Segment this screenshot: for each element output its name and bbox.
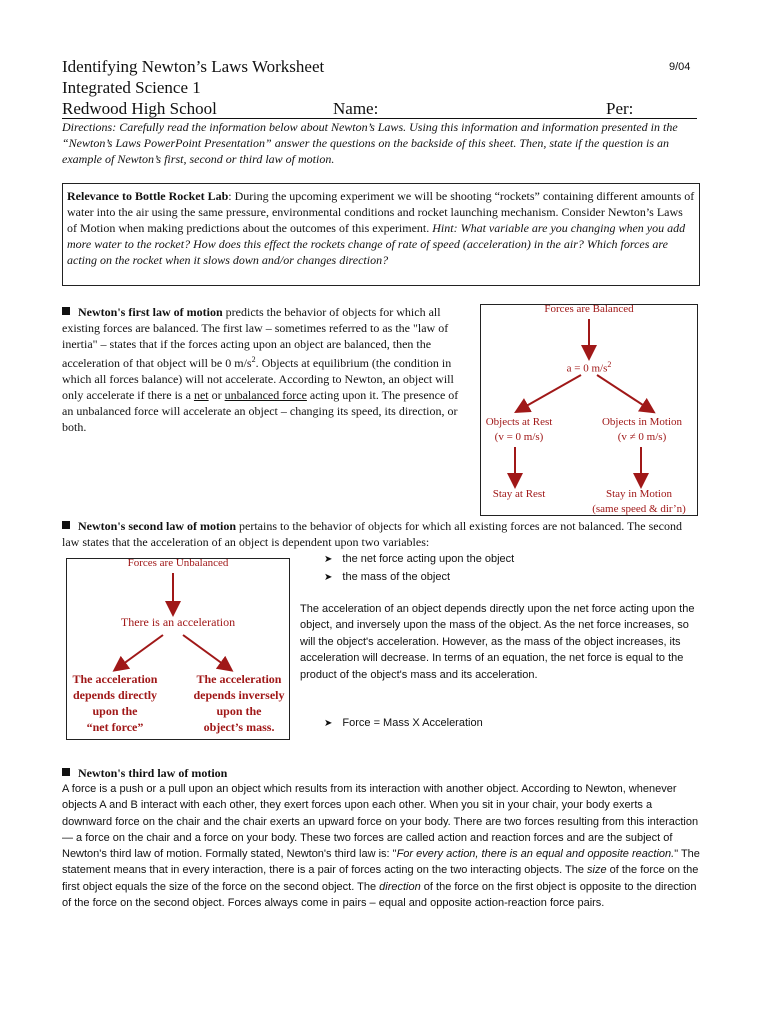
third-law-text1: A force is a push or a pull upon an object which results from its interaction with another object. According to Newton, whenever objects A and B interact with each other, they exert forces upon each other. When you sit in your chair, your body exerts a downward force on the chair and the chair exerts an upward force on your body. There are two forces resulting from this interaction — a force on the chair and a force on your body. These two forces are called action and reaction forces and are the subject of Newton's third law of motion. Formally stated, Newton's third law is: " bbox=[62, 783, 699, 861]
relevance-hint: Hint: What variable are you changing when you add more water to the rocket? How does this effect the rockets change of rate of speed (acceleration) in the air? Which forces are acting on the rocket when it slows down and/or changes direction? bbox=[67, 221, 686, 267]
variable-mass: the mass of the object bbox=[342, 571, 451, 583]
acc-zero-text: a = 0 m/s bbox=[566, 362, 608, 375]
unbalanced-forces-diagram bbox=[66, 558, 290, 740]
right-line-2: depends inversely bbox=[193, 688, 285, 702]
first-law-paragraph bbox=[62, 304, 472, 435]
right-line-3: upon the bbox=[216, 704, 262, 718]
square-bullet-icon bbox=[62, 307, 70, 315]
diagram-forces-balanced: Forces are Balanced bbox=[544, 303, 634, 315]
balanced-diagram-arrows bbox=[481, 305, 697, 515]
left-line-4: “net force” bbox=[86, 720, 144, 734]
net-underlined: net bbox=[193, 388, 209, 402]
arrow-right-icon bbox=[183, 635, 227, 667]
direction-italic: direction bbox=[379, 880, 421, 893]
second-law-intro: pertains to the behavior of objects for which all existing forces are not balanced. The second law states that the acceleration of an object is dependent upon two variables: bbox=[62, 519, 682, 549]
objects-in-motion-label: Objects in Motion bbox=[601, 416, 683, 428]
third-law-heading: Newton's third law of motion bbox=[78, 766, 228, 780]
stay-in-motion-label: Stay in Motion bbox=[605, 488, 672, 500]
name-label: Name: bbox=[333, 99, 379, 118]
force-equation: Force = Mass X Acceleration bbox=[342, 717, 483, 729]
square-bullet-icon bbox=[62, 768, 70, 776]
second-law-paragraph bbox=[62, 518, 702, 550]
same-speed-label: (same speed & dir’n) bbox=[592, 503, 686, 515]
second-law-text: The acceleration of an object depends directly upon the net force acting upon the object, and inversely upon the mass of the object. As the net force increases, so will the object's acceleration. However, as the mass of the object increases, its acceleration will decrease. In terms of an equation, the net force is equal to the product of the object's mass and its acceleration. bbox=[300, 603, 695, 681]
relevance-heading: Relevance to Bottle Rocket Lab bbox=[67, 189, 229, 203]
date: 9/04 bbox=[669, 61, 691, 73]
equation-line bbox=[324, 714, 483, 732]
variables-list bbox=[324, 550, 514, 586]
diagram-stay-at-rest: Stay at Rest bbox=[492, 488, 546, 500]
variable-net-force: the net force acting upon the object bbox=[342, 553, 515, 565]
v-nonzero-label: (v ≠ 0 m/s) bbox=[617, 431, 667, 443]
arrow-left-icon bbox=[521, 375, 581, 409]
unbalanced-force-underlined: unbalanced force bbox=[224, 388, 307, 402]
unbalanced-diagram-arrows bbox=[67, 559, 289, 739]
variable-item bbox=[324, 550, 514, 568]
third-law-text4: of the force on the first object is opposite to the direction of the force on the second object. Forces always come in pairs – equal and opposite action-reaction force pairs. bbox=[62, 880, 697, 910]
period-label: Per: bbox=[606, 99, 634, 118]
third-law-quote: For every action, there is an equal and opposite reaction. bbox=[396, 848, 675, 861]
left-line-2: depends directly bbox=[72, 688, 158, 702]
acc-zero-sup: 2 bbox=[607, 360, 612, 369]
school-name: Redwood High School bbox=[62, 99, 217, 118]
first-law-text: predicts the behavior of objects for which all existing forces are balanced. The first law – sometimes referred to as the "law of inertia" – states that if the forces acting upon an object are balanced, then the acceleration of that object will be 0 m/s bbox=[62, 305, 449, 370]
right-line-4: object’s mass. bbox=[203, 720, 275, 734]
first-law-text3: acting upon it. The presence of an unbalanced force will accelerate an object – changing its speed, its direction, or both. bbox=[62, 388, 459, 434]
diagram-there-is-acceleration: There is an acceleration bbox=[120, 615, 236, 629]
first-law-heading: Newton's first law of motion bbox=[78, 305, 223, 319]
third-law-paragraph bbox=[62, 781, 702, 911]
left-line-1: The acceleration bbox=[72, 672, 158, 686]
variable-item bbox=[324, 568, 514, 586]
third-law-heading-line bbox=[62, 765, 702, 781]
left-line-3: upon the bbox=[92, 704, 138, 718]
arrow-left-icon bbox=[119, 635, 163, 667]
balanced-forces-diagram bbox=[480, 304, 698, 516]
arrow-bullet-icon: ➤ bbox=[324, 554, 333, 565]
arrow-bullet-icon: ➤ bbox=[324, 718, 333, 729]
relevance-text: : During the upcoming experiment we will be shooting “rockets” containing different amounts of water into the air using the same pressure, environmental conditions and rocket launching mechanism. Consider Newton’s Laws of Motion when making predictions about the outcomes of this experiment. bbox=[67, 189, 695, 235]
v-zero-label: (v = 0 m/s) bbox=[494, 431, 544, 443]
third-law-text3: of the force on the first object equals the size of the force on the second object. The bbox=[62, 864, 699, 893]
relevance-box bbox=[62, 183, 700, 286]
arrow-right-icon bbox=[597, 375, 649, 409]
course-name: Integrated Science 1 bbox=[62, 78, 201, 97]
directions: Directions: Carefully read the information below about Newton’s Laws. Using this information and information presented in the “Newton’s Laws PowerPoint Presentation” answer the questions on the backside of this sheet. Then, state if the question is an example of Newton’s first, second or third law of motion. bbox=[62, 120, 678, 166]
right-line-1: The acceleration bbox=[196, 672, 282, 686]
size-italic: size bbox=[587, 864, 607, 877]
arrow-bullet-icon: ➤ bbox=[324, 572, 333, 583]
worksheet-title: Identifying Newton’s Laws Worksheet bbox=[62, 57, 325, 76]
third-law-text2: " The statement means that in every interaction, there is a pair of forces acting on the two interacting objects. The bbox=[62, 848, 700, 877]
first-law-sup: 2 bbox=[251, 355, 256, 364]
first-law-text2: . Objects at equilibrium (the condition in which all forces balance) will not accelerate. According to Newton, an object will only accelerate if there is a bbox=[62, 356, 454, 402]
square-bullet-icon bbox=[62, 521, 70, 529]
diagram-forces-unbalanced: Forces are Unbalanced bbox=[127, 557, 229, 569]
objects-at-rest-label: Objects at Rest bbox=[485, 416, 553, 428]
or-text: or bbox=[208, 388, 225, 402]
second-law-heading: Newton's second law of motion bbox=[78, 519, 236, 533]
